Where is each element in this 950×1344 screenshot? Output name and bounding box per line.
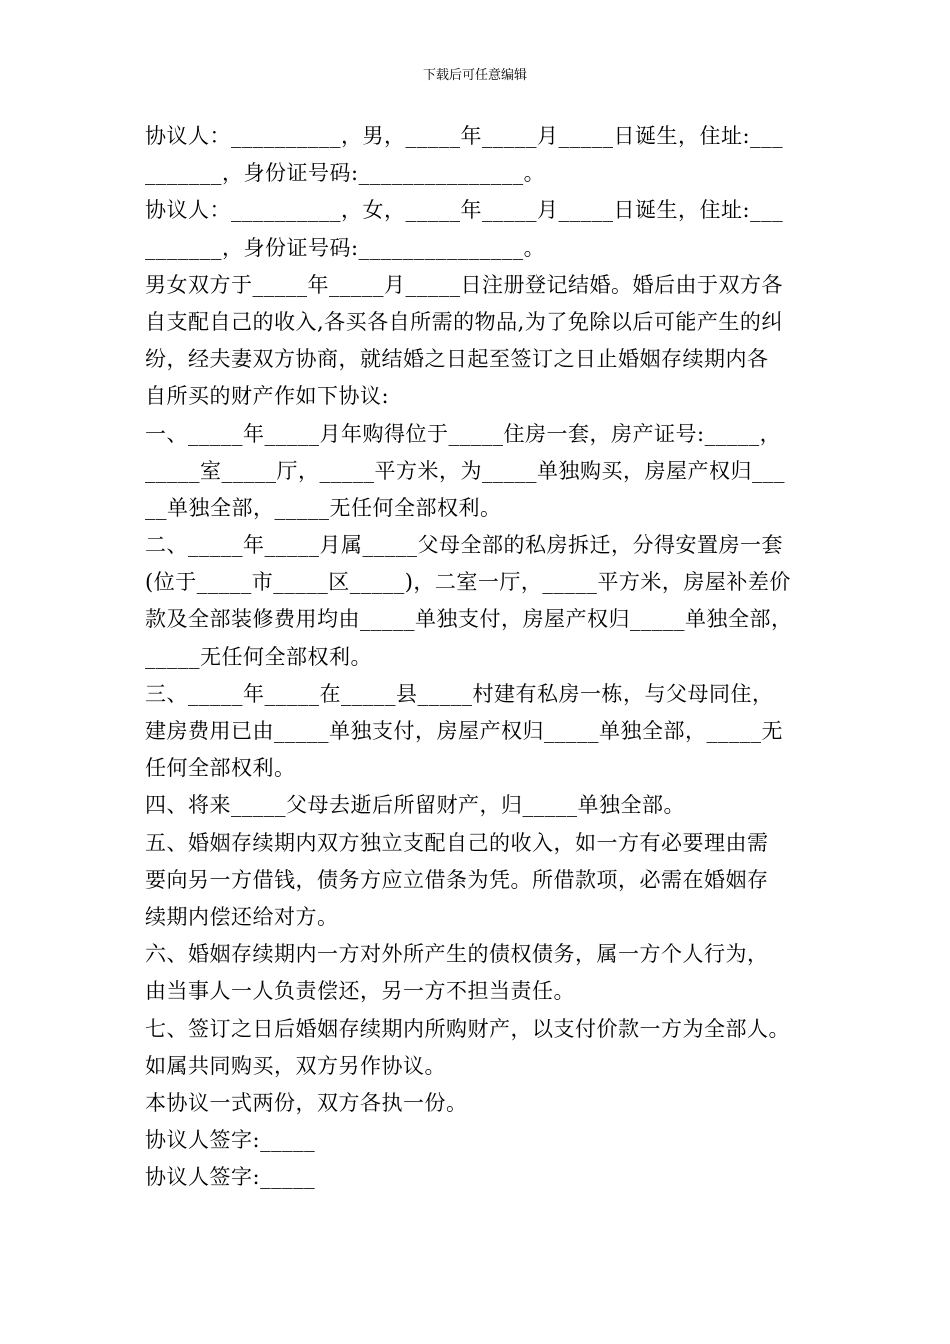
text-line: 续期内偿还给对方。: [145, 904, 339, 929]
text-line: 本协议一式两份，双方各执一份。: [145, 1090, 468, 1115]
text-line: 五、婚姻存续期内双方独立支配自己的收入，如一方有必要理由需: [145, 830, 769, 855]
text-line: 如属共同购买，双方另作协议。: [145, 1053, 446, 1078]
text-line: 二、_____年_____月属_____父母全部的私房拆迁，分得安置房一套: [145, 533, 783, 558]
text-line: 任何全部权利。: [145, 756, 296, 781]
text-line: 款及全部装修费用均由_____单独支付，房屋产权归_____单独全部，: [145, 607, 793, 632]
text-line: 协议人：__________，女，_____年_____月_____日诞生，住址:___: [145, 198, 784, 223]
text-line: 七、签订之日后婚姻存续期内所购财产，以支付价款一方为全部人。: [145, 1016, 790, 1041]
text-line: 一、_____年_____月年购得位于_____住房一套，房产证号:_____，: [145, 421, 782, 446]
text-line: 三、_____年_____在_____县_____村建有私房一栋，与父母同住，: [145, 681, 774, 706]
signature-line: 协议人签字:_____: [145, 1128, 316, 1153]
text-line: __单独全部，_____无任何全部权利。: [145, 495, 502, 520]
signature-line: 协议人签字:_____: [145, 1165, 316, 1190]
text-line: 自支配自己的收入,各买各自所需的物品,为了免除以后可能产生的纠: [145, 309, 783, 334]
text-line: _____室_____厅，_____平方米，为_____单独购买，房屋产权归___: [145, 458, 785, 483]
text-line: 协议人：__________，男，_____年_____月_____日诞生，住址:___: [145, 124, 784, 148]
text-line: 纷，经夫妻双方协商，就结婚之日起至签订之日止婚姻存续期内各: [145, 347, 769, 372]
text-line: 由当事人一人负责偿还，另一方不担当责任。: [145, 979, 575, 1004]
text-line: _______，身份证号码:_______________。: [145, 235, 546, 260]
text-line: 自所买的财产作如下协议:: [145, 384, 390, 409]
text-line: 男女双方于_____年_____月_____日注册登记结婚。婚后由于双方各: [145, 272, 783, 297]
text-line: 建房费用已由_____单独支付，房屋产权归_____单独全部，_____无: [145, 719, 783, 743]
agreement-body: [145, 118, 835, 1196]
text-line: _____无任何全部权利。: [145, 644, 372, 669]
text-line: (位于_____市_____区_____)，二室一厅，_____平方米，房屋补差价: [145, 570, 791, 595]
page-header: 下载后可任意编辑: [422, 68, 527, 83]
text-line: 六、婚姻存续期内一方对外所产生的债权债务，属一方个人行为，: [145, 942, 769, 967]
text-line: 四、将来_____父母去逝后所留财产，归_____单独全部。: [145, 793, 685, 818]
text-line: 要向另一方借钱，债务方应立借条为凭。所借款项，必需在婚姻存: [145, 867, 769, 892]
text-line: _______，身份证号码:_______________。: [145, 161, 546, 186]
